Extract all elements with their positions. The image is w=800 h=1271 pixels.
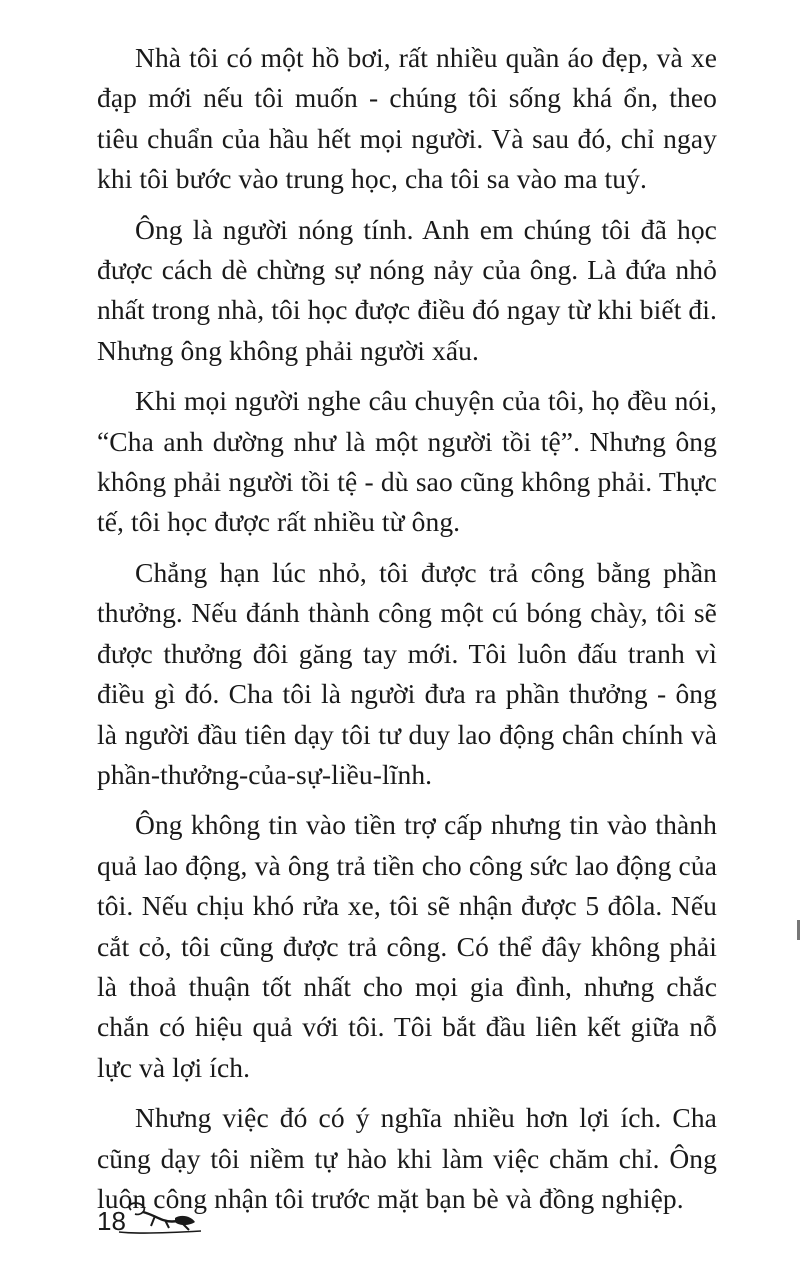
paragraph-3: Khi mọi người nghe câu chuyện của tôi, họ đều nói, “Cha anh dường như là một người tồi tệ”. Nhưng ông không phải người tồi tệ - dù sao cũng không phải. Thực tế, tôi học được rất nhiều từ ông. xyxy=(97,385,717,538)
page-footer xyxy=(97,1196,397,1246)
paragraph-1: Nhà tôi có một hồ bơi, rất nhiều quần áo đẹp, và xe đạp mới nếu tôi muốn - chúng tôi sống khá ổn, theo tiêu chuẩn của hầu hết mọi người. Và sau đó, chỉ ngay khi tôi bước vào trung học, cha tôi sa vào ma tuý. xyxy=(97,42,717,195)
paragraph-4: Chẳng hạn lúc nhỏ, tôi được trả công bằng phần thưởng. Nếu đánh thành công một cú bóng chày, tôi sẽ được thưởng đôi găng tay mới. Tôi luôn đấu tranh vì điều gì đó. Cha tôi là người đưa ra phần thưởng - ông là người đầu tiên dạy tôi tư duy lao động chân chính và phần-thưởng-của-sự-liều-lĩnh. xyxy=(97,556,717,790)
body-text xyxy=(97,38,717,1219)
running-figure-icon xyxy=(117,1198,202,1238)
paragraph-6: Nhưng việc đó có ý nghĩa nhiều hơn lợi ích. Cha cũng dạy tôi niềm tự hào khi làm việc chăm chỉ. Ông luôn công nhận tôi trước mặt bạn bè và đồng nghiệp. xyxy=(97,1102,717,1214)
paragraph-5: Ông không tin vào tiền trợ cấp nhưng tin vào thành quả lao động, và ông trả tiền cho công sức lao động của tôi. Nếu chịu khó rửa xe, tôi sẽ nhận được 5 đôla. Nếu cắt cỏ, tôi cũng được trả công. Có thể đây không phải là thoả thuận tốt nhất cho mọi gia đình, nhưng chắc chắn có hiệu quả với tôi. Tôi bắt đầu liên kết giữa nỗ lực và lợi ích. xyxy=(97,809,717,1083)
page-number: 18 xyxy=(97,1206,126,1236)
paragraph-2: Ông là người nóng tính. Anh em chúng tôi đã học được cách dè chừng sự nóng nảy của ông. Là đứa nhỏ nhất trong nhà, tôi học được điều đó ngay từ khi biết đi. Nhưng ông không phải người xấu. xyxy=(97,213,717,366)
